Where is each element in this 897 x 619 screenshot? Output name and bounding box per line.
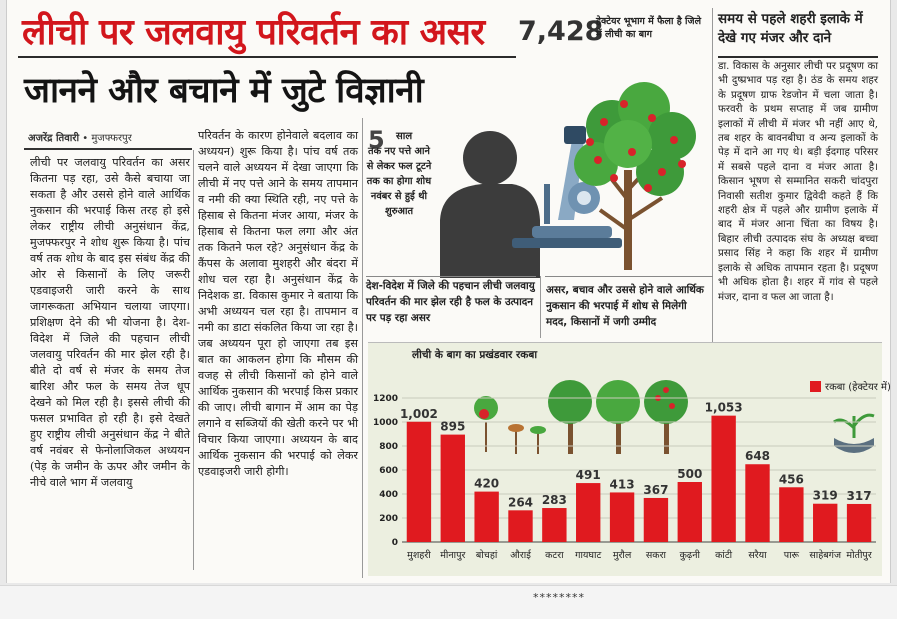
y-tick-label: 400 [379, 490, 398, 500]
stat-number: 7,428 [518, 16, 604, 47]
bar-value-label: 413 [609, 477, 635, 492]
x-category-label: गायघाट [575, 550, 602, 561]
headline-secondary: जानने और बचाने में जुटे विज्ञानी [24, 71, 424, 111]
bar [474, 492, 498, 542]
x-category-label: मोतीपुर [846, 550, 872, 561]
page-footer-stars: ******** [533, 591, 585, 604]
y-tick-label: 1000 [372, 418, 398, 428]
stat-description: हेक्टेयर भूभाग में फैला है जिले में लीची का बाग [596, 16, 702, 40]
y-tick-label: 1200 [372, 394, 398, 404]
bar [779, 487, 803, 542]
column-divider-3 [712, 8, 713, 348]
caption-rule-left [366, 276, 536, 277]
bar [745, 464, 769, 542]
bar-value-label: 283 [541, 493, 567, 508]
byline-author: अजरेंद्र तिवारी [28, 133, 80, 144]
legend-label: रकबा (हेक्टेयर में) [825, 382, 891, 393]
bar-value-label: 420 [474, 476, 500, 491]
bar-value-label: 895 [440, 419, 466, 434]
growth-stage-illustration-icon [474, 380, 874, 454]
bar [610, 492, 634, 542]
x-category-label: मुरौल [612, 550, 632, 561]
x-category-label: बोचहां [475, 550, 498, 561]
x-category-label: पारू [783, 550, 799, 561]
bar [813, 504, 837, 542]
x-category-label: औराई [510, 550, 531, 561]
bar [508, 510, 532, 542]
bar [678, 482, 702, 542]
sidebar-body: डा. विकास के अनुसार लीची पर प्रदूषण का भी दुष्प्रभाव पड़ रहा है। ठंड के समय शहर के प्रदूषण ग्राफ रेडजोन में चला जाता है। फरवरी के प्रथम सप्ताह में जब ग्रामीण इलाकों में लीची में मंजर भी नहीं आए थे, तब शहर के बावनबीघा व अन्य इलाकों के पेड़ में दाने आ गए थे। बड़ी ईदगाह परिसर में सबसे पहले दाना व मंजर आता है। किसान भूषण से सम्मानित सकरी चांदपुरा निवासी सतीश कुमार द्विवेदी कहते हैं कि शहरी क्षेत्र में पहले और ग्रामीण इलाके में बाद में मंजर आना चिंता का विषय है। बिहार लीची उत्पादक संघ के अध्यक्ष बच्चा प्रसाद सिंह ने कहा कि शहर में ग्रामीण इलाके से अधिक तापमान रहता है। प्रदूषण भी अधिक होता है। शहर में गांव से पहले मंजर, दाना व फल आ जाता है। [718, 61, 878, 303]
bar-value-label: 1,053 [704, 400, 743, 415]
y-tick-label: 200 [379, 514, 398, 524]
bar-value-label: 367 [643, 482, 669, 497]
y-tick-label: 800 [379, 442, 398, 452]
bar-value-label: 1,002 [399, 406, 438, 421]
five-years-number: 5 [368, 126, 385, 154]
bar-value-label: 491 [575, 468, 601, 483]
bar [644, 498, 668, 542]
x-category-label: मुशहरी [407, 550, 431, 561]
article-column-1: लीची पर जलवायु परिवर्तन का असर कितना पड़ रहा, उसे कैसे बचाया जा सकता है और उससे होने वाले आर्थिक नुकसान की भरपाई किस तरह हो इसे लेकर राष्ट्रीय लीची अनुसंधान केंद्र, मुजफ्फरपुर ने शोध शुरू किया है। पांच वर्ष तक शोध के बाद इस संबंध केंद्र की ओर से किसानों के लिए जरूरी एडवाइजरी जारी करने के साथ जागरूकता अभियान चलाया जाएगा। प्रशिक्षण देने की भी योजना है। देश-विदेश में जिले की पहचान लीची जलवायु परिवर्तन की मार झेल रही है। बीते दो वर्ष से मंजर के समय तेज बारिश और फल के समय तेज धूप देखने को मिल रही है। इससे लीची की फसल प्रभावित हो रही है। इसे देखते हुए राष्ट्रीय लीची अनुसंधान केंद्र ने बीते वर्ष नवंबर से फेनोलाजिकल अध्ययन (पेड़ के जमीन के ऊपर और जमीन के नीचे वाले भाग में जलवायु [30, 156, 190, 489]
byline [28, 130, 132, 144]
headline-primary: लीची पर जलवायु परिवर्तन का असर [22, 12, 485, 53]
caption-left: देश-विदेश में जिले की पहचान लीची जलवायु परिवर्तन की मार झेल रही है फल के उत्पादन पर पड़ रहा असर [366, 280, 535, 324]
five-years-text: तक नए पत्ते आने से लेकर फल टूटने तक का होगा शोध नवंबर से हुई थी शुरुआत [366, 146, 432, 217]
scientist-body-icon [440, 184, 540, 278]
sidebar-heading: समय से पहले शहरी इलाके में देखे गए मंजर और दाने [718, 11, 863, 46]
x-category-label: साहेबगंज [809, 550, 842, 561]
y-tick-label: 600 [379, 466, 398, 476]
byline-separator: • [79, 133, 92, 144]
byline-place: मुजफ्फरपुर [91, 133, 132, 144]
x-category-label: कटरा [545, 550, 564, 561]
bar [542, 508, 566, 542]
bar-value-label: 500 [677, 467, 703, 481]
bar [407, 422, 431, 542]
x-category-label: सरैया [748, 550, 767, 561]
x-category-label: मीनापुर [440, 550, 466, 561]
chart-title: लीची के बाग का प्रखंडवार रकबा [412, 349, 538, 361]
five-years-unit: साल [396, 131, 413, 142]
x-category-label: सकरा [645, 550, 666, 561]
caption-divider [540, 276, 541, 338]
headline-divider [18, 56, 516, 58]
article-column-2: परिवर्तन के कारण होनेवाले बदलाव का अध्ययन) शुरू किया है। पांच वर्ष तक चलने वाले अध्ययन में देखा जाएगा कि लीची में नए पत्ते आने के समय तापमान व नमी की क्या स्थिति रही, नए पत्ते के हिसाब से कितना मंजर आया, मंजर के हिसाब से कितना फल लगा और अंत तक कितने फल रहे? अनुसंधान केंद्र के कैंपस के अलावा मुशहरी और बंदरा में शोध चल रहा है। अनुसंधान केंद्र के निदेशक डा. विकास कुमार ने बताया कि अभी अध्ययन चल रहा है। तापमान व नमी का डाटा संकलित किया जा रहा है। जब अध्ययन पूरा हो जाएगा तब इस बात का आकलन होगा कि मौसम की वजह से लीची किसानों को होने वाले आर्थिक नुकसान की भरपाई किस प्रकार की जाए। लीची बागान में आम का पेड़ लगाने व सब्जियों की खेती करने पर भी विचार किया जाएगा। अध्ययन के बाद आर्थिक नुकसान की भरपाई को लेकर एडवाइजरी जारी होगी। [198, 129, 358, 478]
bar-value-label: 264 [507, 495, 534, 510]
bar [441, 435, 465, 542]
bar-value-label: 317 [846, 488, 872, 503]
bar [847, 504, 871, 542]
x-category-label: कांटी [715, 550, 733, 561]
caption-right: असर, बचाव और उससे होने वाले आर्थिक नुकसान की भरपाई में शोध से मिलेगी मदद, किसानों में जगी उम्मीद [546, 284, 704, 328]
bottom-strip [0, 585, 897, 619]
bar-value-label: 456 [778, 472, 804, 487]
bar [711, 416, 735, 542]
x-category-label: कुढ़नी [679, 550, 700, 561]
y-tick-label: 0 [391, 538, 398, 548]
sidebar-divider [718, 56, 878, 58]
scientist-head-icon [463, 131, 517, 185]
bar-value-label: 648 [744, 449, 771, 464]
column-divider-1 [193, 150, 194, 570]
bar-value-label: 319 [812, 488, 838, 503]
bar [576, 483, 600, 542]
bar-chart [368, 342, 882, 576]
column-rule-left [24, 148, 192, 150]
caption-rule-right [545, 276, 713, 277]
